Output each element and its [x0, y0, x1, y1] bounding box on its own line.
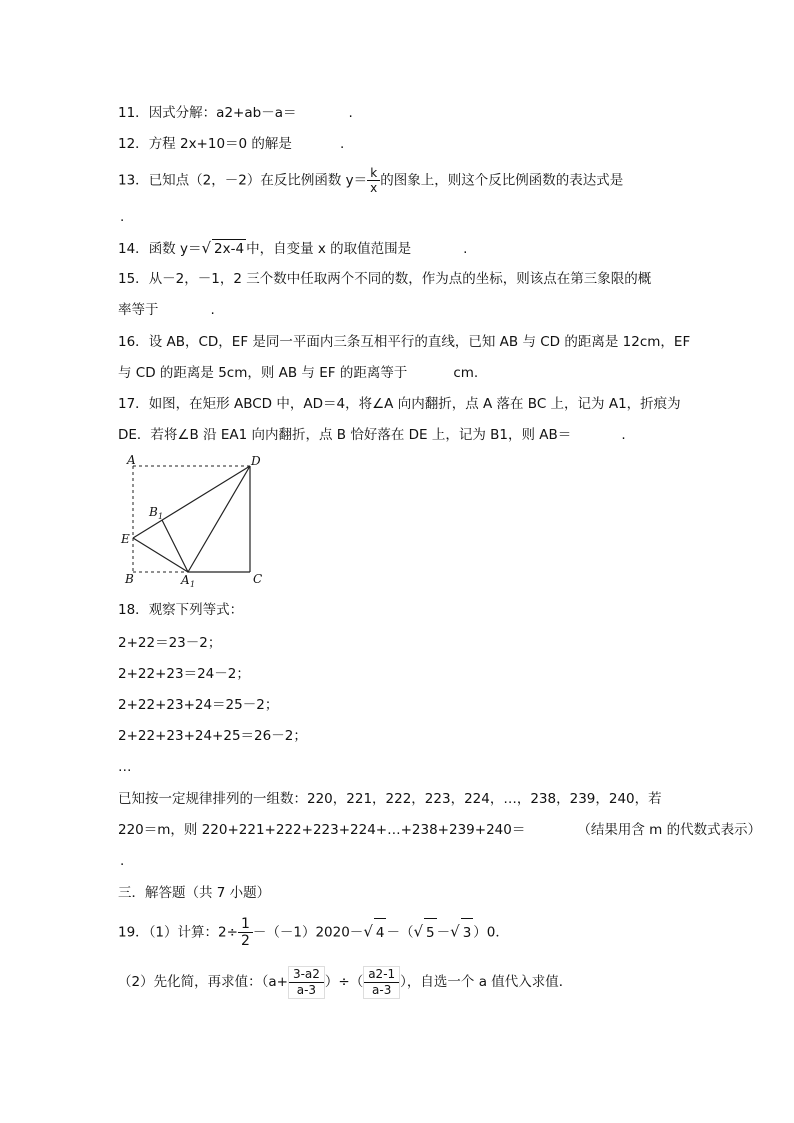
minus-sign: － [436, 924, 451, 941]
question-number: 15． [118, 271, 149, 287]
question-end: cm. [453, 365, 479, 381]
question-number: 19． [118, 924, 149, 941]
fraction-k-over-x: $\frac{k}{x}$ [367, 166, 380, 195]
label-B1: B [149, 505, 158, 519]
question-text: 因式分解：a2+ab－a＝ [148, 105, 297, 121]
label-E: E [121, 532, 130, 546]
question-text: 220＝m，则 220+221+222+223+224+…+238+239+240＝ [118, 822, 526, 838]
question-number: 16． [118, 334, 149, 350]
label-B1-sub: 1 [158, 512, 164, 521]
equation-ellipsis: … [118, 759, 132, 775]
question-15-line1 [118, 270, 651, 288]
question-text-cont: 中，自变量 x 的取值范围是 [246, 241, 412, 257]
question-text: 函数 y＝ [148, 241, 202, 257]
question-end: . [621, 427, 626, 443]
question-12 [118, 135, 344, 153]
radicand-3: 3 [461, 918, 474, 947]
radical-sign-icon: √ [413, 922, 424, 941]
equation-1: 2+22＝23－2； [118, 635, 222, 651]
question-17-line1 [118, 395, 681, 413]
question-18-line2 [118, 821, 761, 839]
question-text: 从－2，－1，2 三个数中任取两个不同的数，作为点的坐标，则该点在第三象限的概 [148, 271, 652, 287]
radicand-4: 4 [374, 918, 387, 947]
question-15-line2 [118, 301, 215, 319]
question-18-line1: 已知按一定规律排列的一组数：220，221，222，223，224，…，238，239，240，若 [118, 791, 662, 807]
question-18-intro [118, 601, 243, 619]
question-text: 设 AB，CD，EF 是同一平面内三条互相平行的直线，已知 AB 与 CD 的距离是 12cm，EF [148, 334, 691, 350]
question-11 [118, 104, 353, 122]
radical-sign-icon: √ [363, 922, 373, 941]
question-13-end: . [120, 209, 125, 225]
section-heading: 三．解答题（共 7 小题） [118, 885, 271, 901]
question-number: 14． [118, 241, 149, 257]
question-13 [118, 166, 623, 195]
question-18-end: . [120, 853, 125, 869]
fraction-3-minus-a2-over-a-minus-3: $\frac{3-a2}{a-3}$ [288, 966, 325, 999]
label-C: C [253, 572, 263, 586]
radical-sign-icon: √ [450, 922, 460, 941]
question-text: （2）先化简，再求值：（a+ [118, 974, 288, 990]
label-A1: A [181, 573, 190, 587]
question-number: 17． [118, 396, 149, 412]
question-text: 已知点（2，－2）在反比例函数 y＝ [148, 172, 368, 189]
question-text: ），自选一个 a 值代入求值． [400, 974, 573, 990]
geometry-figure [118, 452, 268, 590]
question-text: 方程 2x+10＝0 的解是 [148, 136, 292, 152]
question-number: 18． [118, 602, 149, 618]
radical-sign-icon: √ [201, 239, 212, 257]
question-text: 如图，在矩形 ABCD 中，AD＝4，将∠A 向内翻折，点 A 落在 BC 上，记为 A1，折痕为 [148, 396, 681, 412]
question-19-part2 [118, 962, 572, 1002]
question-16-line1 [118, 333, 690, 351]
question-text: （1）计算：2÷ [148, 924, 238, 941]
question-17-line2 [118, 426, 626, 444]
segment-ED [133, 466, 250, 538]
question-16-line2 [118, 364, 478, 382]
question-text: ）÷（ [324, 974, 364, 990]
question-number: 11． [118, 105, 149, 121]
label-D: D [251, 454, 261, 468]
label-B: B [125, 572, 134, 586]
radicand: 2x-4 [214, 241, 245, 257]
question-number: 13． [118, 172, 149, 189]
question-text: 与 CD 的距离是 5cm，则 AB 与 EF 的距离等于 [118, 365, 408, 381]
question-19-part1 [118, 916, 509, 949]
label-A: A [127, 453, 136, 467]
equation-4: 2+22+23+24+25＝26－2； [118, 728, 307, 744]
question-text: DE．若将∠B 沿 EA1 向内翻折，点 B 恰好落在 DE 上，记为 B1，则 AB＝ [118, 427, 572, 443]
question-text: －（－1）2020－ [252, 924, 364, 941]
question-text: 率等于 [118, 302, 159, 318]
question-text: －（ [386, 924, 414, 941]
question-note: （结果用含 m 的代数式表示） [577, 822, 762, 838]
fraction-a2-minus-1-over-a-minus-3: $\frac{a2-1}{a-3}$ [363, 966, 400, 999]
fraction-one-half: $\frac{1}{2}$ [238, 916, 253, 949]
segment-DA1 [188, 466, 250, 572]
question-end: . [463, 241, 468, 257]
question-number: 12． [118, 136, 149, 152]
question-end: . [210, 302, 215, 318]
question-text-cont: 的图象上，则这个反比例函数的表达式是 [380, 172, 624, 189]
label-A1-sub: 1 [190, 580, 196, 589]
radicand-5: 5 [424, 918, 437, 947]
question-end: . [348, 105, 353, 121]
question-14 [118, 239, 467, 258]
equation-3: 2+22+23+24＝25－2； [118, 697, 279, 713]
question-text: 观察下列等式： [148, 602, 244, 618]
question-end: . [339, 136, 345, 152]
equation-2: 2+22+23＝24－2； [118, 666, 250, 682]
question-text: ）0． [473, 924, 509, 941]
